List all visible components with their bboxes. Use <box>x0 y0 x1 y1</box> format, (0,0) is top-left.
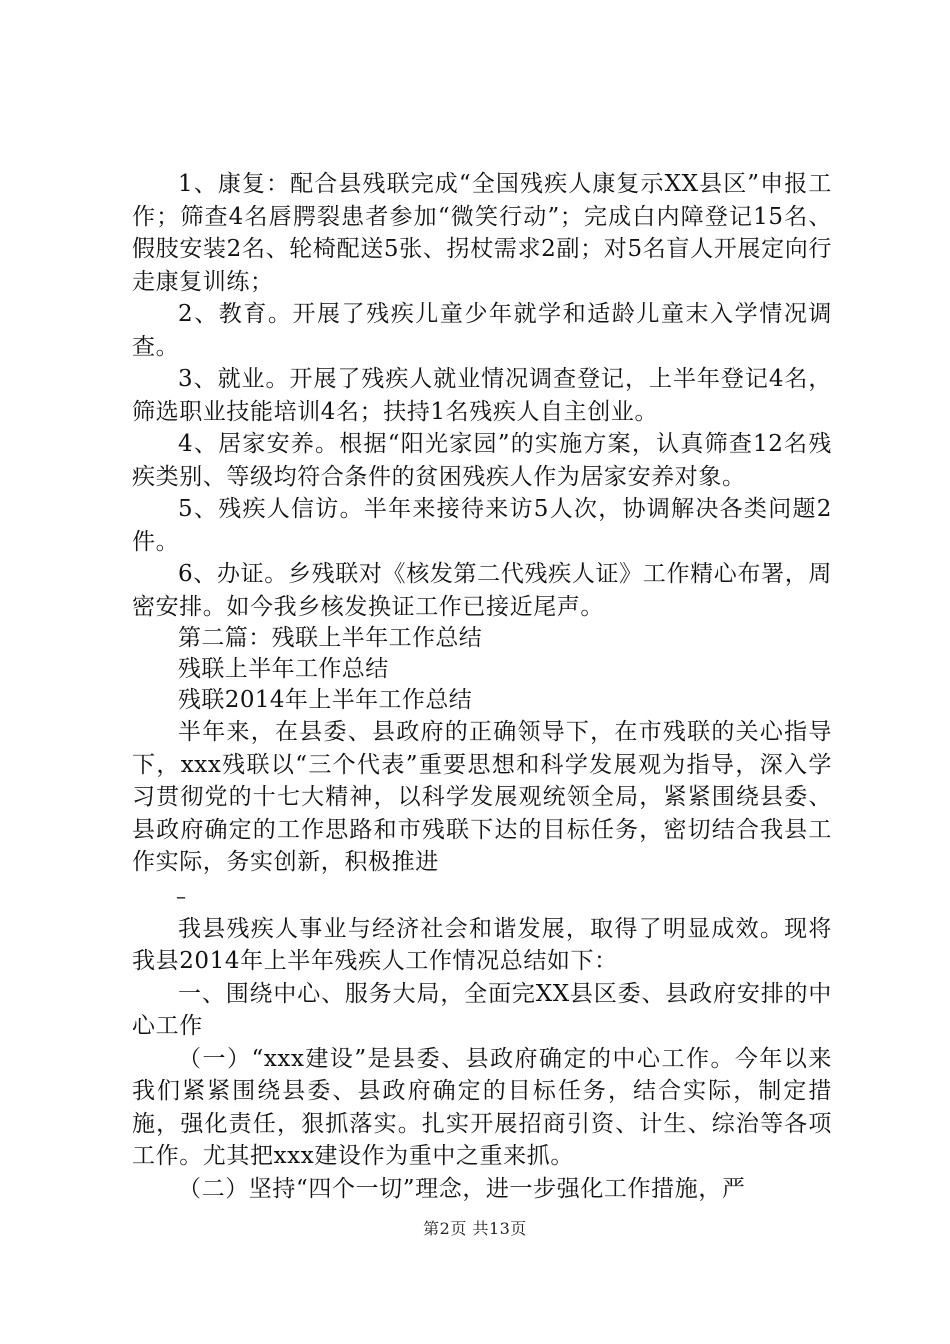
paragraph-section-one-title: 一、围绕中心、服务大局，全面完XX县区委、县政府安排的中心工作 <box>132 980 832 1039</box>
paragraph-certificates: 6、办证。乡残联对《核发第二代残疾人证》工作精心布署，周密安排。如今我乡核发换证工作已接近尾声。 <box>132 561 832 620</box>
paragraph-petitions: 5、残疾人信访。半年来接待来访5人次，协调解决各类问题2件。 <box>132 496 832 555</box>
paragraph-rehabilitation: 1、康复：配合县残联完成“全国残疾人康复示XX县区”申报工作；筛查4名唇腭裂患者参加“微笑行动”；完成白内障登记15名、假肢安装2名、轮椅配送5张、拐杖需求2副；对5名盲人开展定向行走康复训练； <box>132 171 832 295</box>
dash-separator: – <box>176 883 186 908</box>
section-heading-2014-summary: 残联2014年上半年工作总结 <box>178 687 473 713</box>
paragraph-home-care: 4、居家安养。根据“阳光家园”的实施方案，认真筛查12名残疾类别、等级均符合条件的贫困残疾人作为居家安养对象。 <box>132 431 832 490</box>
paragraph-intro: 半年来，在县委、县政府的正确领导下，在市残联的关心指导下，xxx残联以“三个代表”重要思想和科学发展观为指导，深入学习贯彻党的十七大精神，以科学发展观统领全局，紧紧围绕县委、县政府确定的工作思路和市残联下达的目标任务，密切结合我县工作实际，务实创新，积极推进 <box>132 719 832 875</box>
paragraph-four-principles: （二）坚持“四个一切”理念，进一步强化工作措施，严 <box>178 1175 746 1202</box>
document-body <box>132 168 832 1205</box>
paragraph-education: 2、教育。开展了残疾儿童少年就学和适龄儿童末入学情况调查。 <box>132 301 832 360</box>
paragraph-central-work: （一）“xxx建设”是县委、县政府确定的中心工作。今年以来我们紧紧围绕县委、县政府确定的目标任务，结合实际，制定措施，强化责任，狠抓落实。扎实开展招商引资、计生、综治等各项工作。尤其把xxx建设作为重中之重来抓。 <box>132 1045 832 1169</box>
section-heading-part-two: 第二篇：残联上半年工作总结 <box>178 625 483 651</box>
paragraph-employment: 3、就业。开展了残疾人就业情况调查登记，上半年登记4名，筛选职业技能培训4名；扶持1名残疾人自主创业。 <box>132 366 832 425</box>
paragraph-achievements: 我县残疾人事业与经济社会和谐发展，取得了明显成效。现将我县2014年上半年残疾人工作情况总结如下： <box>132 915 832 974</box>
page-number-footer: 第2页 共13页 <box>423 1219 527 1238</box>
section-heading-summary: 残联上半年工作总结 <box>178 656 389 682</box>
